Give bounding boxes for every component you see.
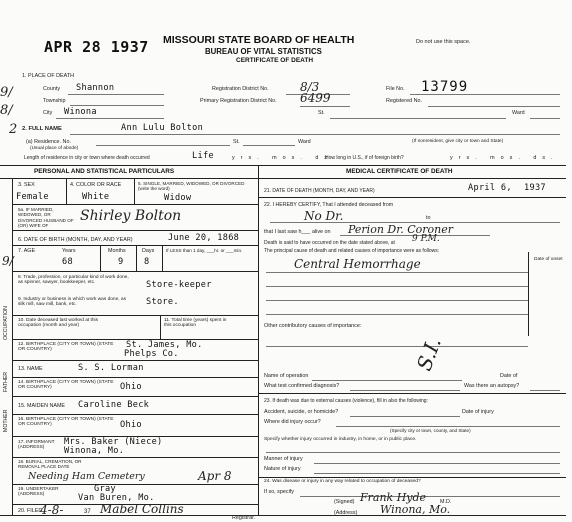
mother-name-value: Caroline Beck (78, 400, 150, 410)
to-label: to (426, 215, 431, 221)
if-so-label: If so, specify (264, 489, 294, 495)
address-value: Winona, Mo. (380, 503, 451, 516)
registered-no-line (428, 106, 560, 107)
informant-address: Winona, Mo. (64, 446, 125, 456)
medical-heading: MEDICAL CERTIFICATE OF DEATH (346, 168, 453, 175)
accident-line (350, 416, 460, 417)
age-div-2 (136, 245, 137, 271)
undertaker-address: Van Buren, Mo. (78, 493, 155, 503)
birthplace-label: 12. BIRTHPLACE (CITY OR TOWN) (STATE OR COUNTRY) (18, 342, 114, 353)
filed-value: 4-8- (40, 503, 64, 517)
other-line (266, 346, 528, 347)
length-residence-units: yrs. mos. ds. (232, 155, 341, 161)
occupation-side-label: OCCUPATION (3, 306, 9, 340)
residence-ward-label: Ward (298, 139, 311, 145)
spouse-value: Shirley Bolton (80, 208, 182, 224)
date-of-death-label: 21. DATE OF DEATH (MONTH, DAY, AND YEAR) (264, 188, 375, 194)
last-saw-value: Perion Dr. Coroner (348, 223, 454, 236)
age-div-1 (100, 245, 101, 271)
file-no-line (410, 94, 560, 95)
row-rule-13 (12, 484, 258, 485)
informant-label: 17. INFORMANT (ADDRESS) (18, 440, 55, 451)
injury-occur-label: Specify whether injury occurred in industry, in home, or in public place. (264, 437, 417, 442)
ward-label: Ward (512, 110, 525, 116)
age-months-value: 9 (118, 257, 124, 267)
undertaker-label: 19. UNDERTAKER (ADDRESS) (18, 487, 59, 498)
length-residence-value: Life (192, 151, 214, 161)
birthplace-value: St. James, Mo. (126, 340, 203, 350)
color-label: 4. COLOR OR RACE (70, 182, 122, 188)
years-label: Years (62, 248, 76, 254)
less-than-day-label: If LESS than 1 day, ___hr. or ___min. (166, 248, 243, 253)
autopsy-line (530, 390, 560, 391)
frame-bottom-rule (0, 515, 566, 516)
burial-label: 18. BURIAL, CREMATION, OR REMOVAL PLACE DATE (18, 459, 82, 470)
residence-st-label: St. (233, 139, 240, 145)
filed-year: 37 (84, 509, 91, 515)
age-days-value: 8 (144, 257, 150, 267)
months-label: Months (108, 248, 126, 254)
signed-suffix: M.D. (440, 499, 452, 505)
margin-mark-age: 9/ (2, 254, 14, 268)
certify-label: 22. I HEREBY CERTIFY, That I attended deceased from (264, 202, 394, 208)
row-rule-8 (12, 377, 258, 378)
nature-label: Nature of injury (264, 466, 301, 472)
death-said-label: Death is said to have occurred on the date stated above, at (264, 240, 395, 246)
personal-heading: PERSONAL AND STATISTICAL PARTICULARS (34, 168, 175, 175)
row-rule-4 (12, 271, 258, 272)
color-divider (134, 178, 135, 204)
residence-line (96, 145, 230, 146)
father-side-label: FATHER (3, 371, 9, 392)
full-name-line (70, 134, 560, 135)
file-no-value: 13799 (421, 79, 469, 95)
left-margin-rule (12, 178, 13, 515)
burial-value: Needing Ham Cemetery (28, 471, 145, 482)
township-line (70, 105, 164, 106)
address-label: (Address) (334, 510, 358, 516)
spouse-label: 5a. IF MARRIED, WIDOWED, OR DIVORCED HUSBAND OF (OR) WIFE OF (18, 207, 74, 229)
length-residence-label: Length of residence in city or town where death occurred (24, 155, 150, 161)
frame-header-rule (0, 178, 566, 179)
autopsy-label: Was there an autopsy? (464, 383, 520, 389)
sex-divider (66, 178, 67, 204)
row-rule-2 (12, 230, 258, 231)
place-of-death-heading: 1. PLACE OF DEATH (22, 73, 75, 79)
primary-reg-line (300, 106, 350, 107)
office-use-note: Do not use this space. (416, 39, 471, 45)
cause-line (266, 272, 528, 273)
margin-marks: 9/ 8/ (0, 85, 13, 118)
reg-district-value: 8/3 (300, 80, 320, 94)
certificate-title: CERTIFICATE OF DEATH (236, 57, 314, 64)
ward-line (530, 118, 560, 119)
total-time-label: 11. Total time (years) spent in this occupation (164, 318, 227, 329)
registrar-label: Registrar. (232, 515, 256, 521)
where-line (336, 426, 560, 427)
industry-label: 9. Industry or business in which work was done, as silk mill, saw mill, bank, etc. (18, 297, 126, 308)
principal-cause-label: The principal cause of death and related causes of importance were as follows: (264, 248, 440, 254)
registered-no-label: Registered No. (386, 98, 422, 104)
burial-date: Apr 8 (198, 469, 232, 483)
dob-value: June 20, 1868 (168, 233, 240, 243)
other-causes-label: Other contributory causes of importance: (264, 323, 362, 329)
external-causes-label: 23. If death was due to external causes (violence), fill in also the following: (264, 398, 428, 404)
manner-label: Manner of injury (264, 456, 303, 462)
informant-value: Mrs. Baker (Niece) (64, 437, 163, 447)
sex-label: 3. SEX (18, 182, 35, 188)
confirmed-label: What test confirmed diagnosis? (264, 383, 340, 389)
frame-top-rule (0, 165, 566, 166)
attended-from-value: No Dr. (304, 209, 344, 223)
date-of-death-value: April 6, (468, 183, 512, 193)
us-residence-label: How long in U.S., if of foreign birth? (325, 155, 404, 161)
cause-line-3 (266, 300, 528, 301)
father-birth-value: Ohio (120, 382, 142, 392)
confirmed-line (350, 390, 460, 391)
certifier-initials: S.I. (411, 334, 446, 374)
residence-label: (a) Residence. No. (26, 139, 71, 145)
center-divider (258, 165, 259, 515)
marital-value: Widow (164, 193, 192, 203)
onset-divider (528, 252, 529, 336)
primary-reg-value: 6499 (300, 91, 331, 105)
time-value: 9 P.M. (412, 234, 440, 244)
mother-birth-label: 16. BIRTHPLACE (CITY OR TOWN) (STATE OR COUNTRY) (18, 417, 114, 428)
manner-line (314, 463, 560, 464)
us-residence-units: yrs. mos. ds. (450, 155, 559, 161)
row-rule-12 (12, 457, 258, 458)
age-label: 7. AGE (18, 248, 36, 254)
where-note: (Specify city or town, county, and State) (390, 428, 471, 433)
county-line (68, 94, 164, 95)
if-so-line (300, 496, 560, 497)
right-rule-2 (258, 393, 566, 394)
primary-reg-label: Primary Registration District No. (200, 98, 277, 104)
nonresident-note: (If nonresident, give city or town and State) (412, 139, 504, 144)
date-of-death-year: 1937 (524, 183, 546, 193)
township-label: Township (43, 98, 66, 104)
county-label: County (43, 86, 61, 92)
last-worked-label: 10. Date deceased last worked at this occupation (month and year) (18, 318, 98, 329)
mother-name-label: 15. MAIDEN NAME (18, 403, 66, 409)
last-saw-label: that I last saw h___ alive on (264, 229, 331, 235)
row-rule-1 (12, 204, 258, 205)
nature-line (314, 473, 560, 474)
operation-date-label: Date of (500, 373, 518, 379)
row-rule-10 (12, 414, 258, 415)
usual-place-note: (Usual place of abode) (30, 146, 79, 151)
sex-value: Female (16, 192, 49, 202)
dob-label: 6. DATE OF BIRTH (MONTH, DAY, AND YEAR) (18, 237, 133, 243)
trade-label: 8. Trade, profession, or particular kind of work done, as spinner, sawyer, bookkeeper, etc. (18, 275, 129, 286)
total-time-divider (160, 315, 161, 339)
registrar-signature: Mabel Collins (100, 502, 184, 516)
age-years-value: 68 (62, 257, 73, 267)
operation-label: Name of operation (264, 373, 309, 379)
cause-value: Central Hemorrhage (294, 257, 421, 271)
margin-mark-2: 2 (9, 122, 18, 137)
color-value: White (82, 192, 110, 202)
city-label: City (43, 110, 53, 116)
mother-birth-value: Ohio (120, 420, 142, 430)
signed-label: (Signed) (334, 499, 355, 505)
date-onset-label: Date of onset (534, 257, 563, 262)
father-name-value: S. S. Lorman (78, 363, 144, 373)
where-label: Where did injury occur? (264, 419, 321, 425)
full-name-label: 2. FULL NAME (22, 126, 62, 132)
file-no-label: File No. (386, 86, 405, 92)
cause-line-2 (266, 286, 528, 287)
right-rule-3 (258, 477, 566, 478)
row-rule-7 (12, 360, 258, 361)
undertaker-value: Gray (94, 484, 116, 494)
days-label: Days (142, 248, 155, 254)
full-name-value: Ann Lulu Bolton (121, 123, 204, 133)
marital-label: 5. SINGLE, MARRIED, WIDOWED, OR DIVORCED (write the word) (138, 181, 245, 191)
st-line (330, 118, 506, 119)
row-rule-5 (12, 315, 258, 316)
industry-value: Store. (146, 297, 179, 307)
injury-date-label: Date of injury (462, 409, 494, 415)
board-title: MISSOURI STATE BOARD OF HEALTH (163, 34, 355, 46)
disease-related-label: 24. Was disease or injury in any way related to occupation of deceased? (264, 479, 421, 484)
age-div-3 (162, 245, 163, 271)
row-rule-3 (12, 245, 258, 246)
mother-side-label: MOTHER (3, 409, 9, 432)
father-name-label: 13. NAME (18, 366, 43, 372)
city-value: Winona (64, 107, 97, 117)
right-rule-1 (258, 197, 566, 198)
injury-occur-line (266, 452, 560, 453)
city-line (56, 118, 164, 119)
accident-label: Accident, suicide, or homicide? (264, 409, 339, 415)
cause-line-4 (266, 314, 528, 315)
filed-label: 20. FILED (18, 508, 43, 514)
bureau-title: BUREAU OF VITAL STATISTICS (205, 47, 322, 56)
reg-district-label: Registration District No. (212, 86, 269, 92)
county-value: Shannon (76, 83, 115, 93)
father-birth-label: 14. BIRTHPLACE (CITY OR TOWN) (STATE OR COUNTRY) (18, 380, 114, 391)
birthplace-county: Phelps Co. (124, 349, 179, 359)
signed-value: Frank Hyde (360, 491, 427, 504)
trade-value: Store-keeper (146, 280, 212, 290)
st-label: St. (318, 110, 325, 116)
operation-line (312, 380, 462, 381)
residence-st-line (243, 145, 295, 146)
row-rule-9 (12, 396, 258, 397)
received-date-stamp: APR 28 1937 (44, 38, 149, 56)
